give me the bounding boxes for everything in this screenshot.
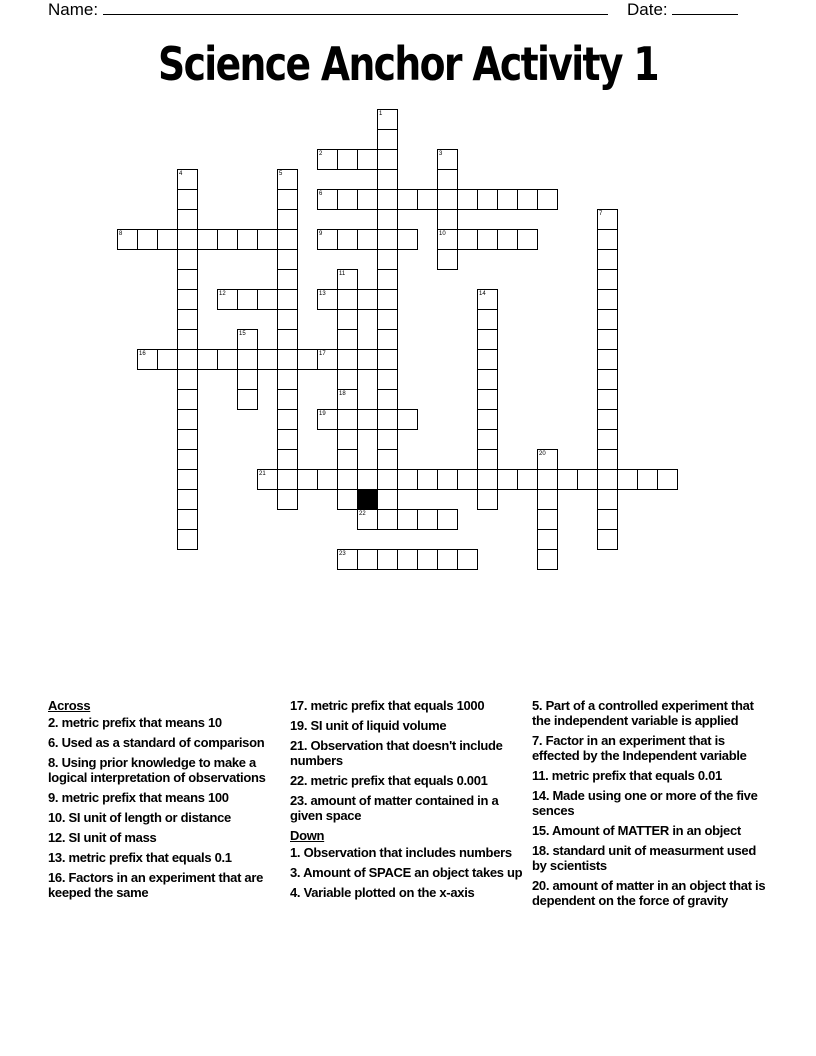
crossword-cell[interactable] — [317, 149, 338, 170]
crossword-cell[interactable] — [217, 289, 238, 310]
clue-number: 11 — [339, 271, 346, 277]
crossword-cell[interactable] — [397, 229, 418, 250]
crossword-cell[interactable] — [177, 409, 198, 430]
crossword-cell[interactable] — [397, 549, 418, 570]
crossword-cell[interactable] — [417, 189, 438, 210]
crossword-cell[interactable] — [437, 209, 458, 230]
crossword-cell[interactable] — [237, 389, 258, 410]
crossword-cell[interactable] — [337, 349, 358, 370]
black-cell — [357, 489, 378, 510]
clue-number: 19 — [319, 411, 326, 417]
crossword-cell[interactable] — [457, 229, 478, 250]
crossword-cell[interactable] — [377, 169, 398, 190]
crossword-cell[interactable] — [377, 189, 398, 210]
clue-item-text: standard unit of measurment used by scientists — [532, 843, 756, 873]
crossword-cell[interactable] — [337, 269, 358, 290]
crossword-cell[interactable] — [597, 489, 618, 510]
clue-item — [290, 698, 525, 713]
crossword-cell[interactable] — [177, 369, 198, 390]
crossword-cell[interactable] — [297, 469, 318, 490]
crossword-cell[interactable] — [617, 469, 638, 490]
crossword-cell[interactable] — [537, 469, 558, 490]
crossword-cell[interactable] — [537, 449, 558, 470]
clue-item-text: metric prefix that means 100 — [61, 790, 229, 805]
clue-item — [290, 885, 525, 900]
crossword-cell[interactable] — [397, 469, 418, 490]
crossword-cell[interactable] — [337, 149, 358, 170]
crossword-cell[interactable] — [377, 209, 398, 230]
crossword-cell[interactable] — [597, 329, 618, 350]
crossword-cell[interactable] — [437, 549, 458, 570]
crossword-cell[interactable] — [477, 489, 498, 510]
crossword-cell[interactable] — [437, 189, 458, 210]
crossword-cell[interactable] — [177, 469, 198, 490]
crossword-cell[interactable] — [277, 289, 298, 310]
clue-number: 13 — [319, 291, 326, 297]
crossword-cell[interactable] — [377, 149, 398, 170]
crossword-cell[interactable] — [157, 349, 178, 370]
crossword-cell[interactable] — [517, 189, 538, 210]
crossword-cell[interactable] — [477, 329, 498, 350]
crossword-cell[interactable] — [377, 449, 398, 470]
crossword-cell[interactable] — [317, 349, 338, 370]
clue-item — [48, 735, 283, 750]
crossword-cell[interactable] — [357, 289, 378, 310]
crossword-cell[interactable] — [317, 229, 338, 250]
clue-item — [532, 823, 772, 838]
crossword-cell[interactable] — [477, 309, 498, 330]
crossword-cell[interactable] — [397, 189, 418, 210]
clue-item — [48, 830, 283, 845]
clue-item — [532, 698, 772, 728]
clue-item-text: metric prefix that means 10 — [61, 715, 222, 730]
crossword-cell[interactable] — [277, 469, 298, 490]
crossword-cell[interactable] — [477, 229, 498, 250]
crossword-cell[interactable] — [237, 289, 258, 310]
crossword-cell[interactable] — [597, 229, 618, 250]
crossword-cell[interactable] — [377, 289, 398, 310]
clue-item-number: 14. — [532, 788, 553, 803]
crossword-cell[interactable] — [357, 549, 378, 570]
crossword-cell[interactable] — [337, 289, 358, 310]
crossword-cell[interactable] — [457, 189, 478, 210]
clue-item — [48, 790, 283, 805]
crossword-cell[interactable] — [597, 389, 618, 410]
crossword-cell[interactable] — [197, 229, 218, 250]
clue-item-text: Amount of SPACE an object takes up — [303, 865, 523, 880]
crossword-cell[interactable] — [277, 249, 298, 270]
crossword-cell[interactable] — [237, 349, 258, 370]
clue-item-number: 20. — [532, 878, 553, 893]
clue-number: 22 — [359, 511, 366, 517]
crossword-cell[interactable] — [377, 489, 398, 510]
clue-number: 16 — [139, 351, 146, 357]
clue-number: 3 — [439, 151, 443, 157]
crossword-cell[interactable] — [277, 489, 298, 510]
clue-item-text: SI unit of liquid volume — [310, 718, 447, 733]
crossword-cell[interactable] — [497, 229, 518, 250]
crossword-cell[interactable] — [437, 229, 458, 250]
crossword-cell[interactable] — [277, 369, 298, 390]
crossword-cell[interactable] — [357, 469, 378, 490]
clue-item-text: metric prefix that equals 0.01 — [551, 768, 722, 783]
crossword-cell[interactable] — [597, 309, 618, 330]
crossword-cell[interactable] — [337, 329, 358, 350]
crossword-cell[interactable] — [377, 409, 398, 430]
clue-item-text: Part of a controlled experiment that the independent variable is applied — [532, 698, 754, 728]
crossword-cell[interactable] — [377, 249, 398, 270]
crossword-cell[interactable] — [377, 369, 398, 390]
clue-number: 10 — [439, 231, 446, 237]
crossword-cell[interactable] — [177, 209, 198, 230]
clue-item-text: Variable plotted on the x-axis — [303, 885, 475, 900]
clue-number: 1 — [379, 111, 383, 117]
clue-item-text: metric prefix that equals 0.001 — [310, 773, 488, 788]
clue-item-number: 6. — [48, 735, 62, 750]
crossword-cell[interactable] — [477, 189, 498, 210]
crossword-cell[interactable] — [357, 189, 378, 210]
crossword-cell[interactable] — [177, 269, 198, 290]
crossword-cell[interactable] — [597, 509, 618, 530]
crossword-cell[interactable] — [437, 249, 458, 270]
crossword-cell[interactable] — [537, 189, 558, 210]
crossword-cell[interactable] — [257, 469, 278, 490]
crossword-cell[interactable] — [537, 529, 558, 550]
clue-item-text: metric prefix that equals 0.1 — [68, 850, 232, 865]
clue-number: 9 — [319, 231, 323, 237]
crossword-cell[interactable] — [377, 129, 398, 150]
crossword-cell[interactable] — [437, 169, 458, 190]
clue-item-number: 19. — [290, 718, 311, 733]
crossword-cell[interactable] — [177, 349, 198, 370]
clue-item-number: 4. — [290, 885, 304, 900]
crossword-cell[interactable] — [257, 349, 278, 370]
crossword-cell[interactable] — [597, 209, 618, 230]
crossword-cell[interactable] — [117, 229, 138, 250]
crossword-cell[interactable] — [377, 389, 398, 410]
clue-item — [48, 755, 283, 785]
clue-section-heading: Across — [48, 698, 91, 713]
clue-item — [48, 870, 283, 900]
clue-item-text: Observation that doesn't include numbers — [290, 738, 503, 768]
clue-item-text: SI unit of length or distance — [68, 810, 231, 825]
crossword-cell[interactable] — [277, 309, 298, 330]
clue-item-text: amount of matter contained in a given space — [290, 793, 499, 823]
clue-item-number: 21. — [290, 738, 311, 753]
crossword-cell[interactable] — [417, 509, 438, 530]
clue-number: 12 — [219, 291, 226, 297]
crossword-cell[interactable] — [197, 349, 218, 370]
clues-column-2 — [290, 698, 525, 905]
crossword-cell[interactable] — [357, 229, 378, 250]
clue-number: 18 — [339, 391, 346, 397]
crossword-cell[interactable] — [597, 289, 618, 310]
clues-column-1 — [48, 698, 283, 905]
clue-item-number: 1. — [290, 845, 304, 860]
clue-item-number: 12. — [48, 830, 69, 845]
crossword-cell[interactable] — [217, 349, 238, 370]
clue-number: 8 — [119, 231, 123, 237]
crossword-cell[interactable] — [537, 489, 558, 510]
clue-item — [48, 715, 283, 730]
crossword-cell[interactable] — [437, 509, 458, 530]
clue-item — [290, 738, 525, 768]
crossword-cell[interactable] — [477, 429, 498, 450]
crossword-cell[interactable] — [177, 329, 198, 350]
crossword-cell[interactable] — [657, 469, 678, 490]
crossword-cell[interactable] — [457, 469, 478, 490]
crossword-cell[interactable] — [377, 229, 398, 250]
crossword-cell[interactable] — [177, 389, 198, 410]
clue-item-number: 2. — [48, 715, 62, 730]
crossword-cell[interactable] — [597, 469, 618, 490]
crossword-cell[interactable] — [157, 229, 178, 250]
crossword-cell[interactable] — [457, 549, 478, 570]
clue-number: 5 — [279, 171, 283, 177]
crossword-cell[interactable] — [137, 349, 158, 370]
crossword-cell[interactable] — [397, 509, 418, 530]
crossword-cell[interactable] — [377, 469, 398, 490]
crossword-cell[interactable] — [317, 409, 338, 430]
crossword-cell[interactable] — [277, 329, 298, 350]
crossword-cell[interactable] — [317, 469, 338, 490]
clue-item-text: Factors in an experiment that are keeped the same — [48, 870, 264, 900]
crossword-cell[interactable] — [637, 469, 658, 490]
crossword-cell[interactable] — [517, 229, 538, 250]
crossword-cell[interactable] — [557, 469, 578, 490]
crossword-cell[interactable] — [257, 289, 278, 310]
crossword-cell[interactable] — [357, 509, 378, 530]
crossword-cell[interactable] — [277, 209, 298, 230]
crossword-cell[interactable] — [237, 329, 258, 350]
crossword-cell[interactable] — [397, 409, 418, 430]
crossword-cell[interactable] — [277, 449, 298, 470]
crossword-cell[interactable] — [337, 489, 358, 510]
clue-item-number: 10. — [48, 810, 69, 825]
clue-item — [532, 768, 772, 783]
clue-item-text: Factor in an experiment that is effected by the Independent variable — [532, 733, 747, 763]
crossword-cell[interactable] — [377, 269, 398, 290]
crossword-cell[interactable] — [497, 189, 518, 210]
clue-item — [532, 733, 772, 763]
crossword-cell[interactable] — [477, 409, 498, 430]
clue-number: 15 — [239, 331, 246, 337]
clue-item-text: Amount of MATTER in an object — [552, 823, 741, 838]
clue-item-number: 17. — [290, 698, 311, 713]
crossword-cell[interactable] — [597, 429, 618, 450]
crossword-cell[interactable] — [477, 469, 498, 490]
crossword-cell[interactable] — [377, 329, 398, 350]
crossword-cell[interactable] — [217, 229, 238, 250]
clue-item — [532, 878, 772, 908]
clue-item-number: 23. — [290, 793, 311, 808]
crossword-cell[interactable] — [477, 369, 498, 390]
clue-item-number: 18. — [532, 843, 553, 858]
crossword-cell[interactable] — [177, 249, 198, 270]
crossword-cell[interactable] — [377, 429, 398, 450]
crossword-cell[interactable] — [337, 229, 358, 250]
clue-section-heading: Down — [290, 828, 325, 843]
crossword-cell[interactable] — [177, 449, 198, 470]
crossword-cell[interactable] — [177, 229, 198, 250]
clue-number: 21 — [259, 471, 266, 477]
crossword-cell[interactable] — [297, 349, 318, 370]
clues-column-3 — [532, 698, 772, 913]
crossword-cell[interactable] — [337, 389, 358, 410]
clue-item-number: 9. — [48, 790, 62, 805]
clue-item — [48, 810, 283, 825]
clue-item — [290, 793, 525, 823]
crossword-cell[interactable] — [597, 349, 618, 370]
crossword-cell[interactable] — [177, 489, 198, 510]
clue-number: 23 — [339, 551, 346, 557]
crossword-cell[interactable] — [177, 509, 198, 530]
crossword-cell[interactable] — [537, 549, 558, 570]
crossword-cell[interactable] — [537, 509, 558, 530]
clue-item — [532, 843, 772, 873]
clue-item-number: 13. — [48, 850, 69, 865]
crossword-cell[interactable] — [257, 229, 278, 250]
crossword-cell[interactable] — [177, 169, 198, 190]
clue-item-number: 3. — [290, 865, 304, 880]
crossword-cell[interactable] — [337, 429, 358, 450]
crossword-cell[interactable] — [337, 369, 358, 390]
crossword-cell[interactable] — [437, 149, 458, 170]
crossword-cell[interactable] — [597, 269, 618, 290]
clue-item — [290, 865, 525, 880]
crossword-cell[interactable] — [277, 269, 298, 290]
crossword-cell[interactable] — [377, 349, 398, 370]
clue-item — [532, 788, 772, 818]
clue-number: 14 — [479, 291, 486, 297]
crossword-cell[interactable] — [357, 149, 378, 170]
crossword-cell[interactable] — [277, 169, 298, 190]
crossword-cell[interactable] — [577, 469, 598, 490]
crossword-cell[interactable] — [417, 549, 438, 570]
clue-item — [48, 850, 283, 865]
crossword-cell[interactable] — [277, 409, 298, 430]
crossword-cell[interactable] — [377, 509, 398, 530]
crossword-cell[interactable] — [237, 229, 258, 250]
clue-item-text: Used as a standard of comparison — [61, 735, 265, 750]
name-label: Name: — [48, 0, 99, 19]
crossword-cell[interactable] — [317, 189, 338, 210]
crossword-cell[interactable] — [177, 189, 198, 210]
crossword-cell[interactable] — [277, 429, 298, 450]
clue-item — [290, 773, 525, 788]
clue-item-number: 15. — [532, 823, 553, 838]
crossword-cell[interactable] — [177, 309, 198, 330]
clue-item-text: Observation that includes numbers — [303, 845, 512, 860]
crossword-cell[interactable] — [477, 449, 498, 470]
crossword-cell[interactable] — [237, 369, 258, 390]
crossword-cell[interactable] — [517, 469, 538, 490]
clue-item-number: 16. — [48, 870, 69, 885]
crossword-cell[interactable] — [477, 349, 498, 370]
clue-item-text: Using prior knowledge to make a logical interpretation of observations — [48, 755, 266, 785]
clue-number: 2 — [319, 151, 323, 157]
crossword-cell[interactable] — [137, 229, 158, 250]
clue-item-text: SI unit of mass — [68, 830, 157, 845]
crossword-cell[interactable] — [337, 409, 358, 430]
clue-number: 17 — [319, 351, 326, 357]
clue-item-text: Made using one or more of the five sences — [532, 788, 758, 818]
clue-number: 4 — [179, 171, 183, 177]
crossword-cell[interactable] — [177, 289, 198, 310]
clue-item-text: amount of matter in an object that is dependent on the force of gravity — [532, 878, 766, 908]
crossword-cell[interactable] — [357, 409, 378, 430]
crossword-cell[interactable] — [377, 309, 398, 330]
crossword-cell[interactable] — [597, 409, 618, 430]
crossword-cell[interactable] — [357, 349, 378, 370]
clue-item-number: 22. — [290, 773, 311, 788]
crossword-cell[interactable] — [277, 229, 298, 250]
crossword-cell[interactable] — [177, 429, 198, 450]
crossword-cell[interactable] — [337, 309, 358, 330]
crossword-cell[interactable] — [277, 189, 298, 210]
crossword-cell[interactable] — [437, 469, 458, 490]
crossword-cell[interactable] — [337, 449, 358, 470]
clue-number: 20 — [539, 451, 546, 457]
clue-item-number: 7. — [532, 733, 546, 748]
crossword-cell[interactable] — [477, 389, 498, 410]
clue-number: 7 — [599, 211, 603, 217]
crossword-cell[interactable] — [597, 449, 618, 470]
crossword-cell[interactable] — [277, 349, 298, 370]
page-title: Science Anchor Activity 1 — [158, 37, 658, 91]
crossword-cell[interactable] — [177, 529, 198, 550]
crossword-cell[interactable] — [417, 469, 438, 490]
crossword-cell[interactable] — [337, 469, 358, 490]
clue-item — [290, 718, 525, 733]
crossword-cell[interactable] — [317, 289, 338, 310]
clue-item-number: 5. — [532, 698, 546, 713]
crossword-cell[interactable] — [337, 189, 358, 210]
clue-item-text: metric prefix that equals 1000 — [310, 698, 485, 713]
crossword-cell[interactable] — [337, 549, 358, 570]
clue-item-number: 11. — [532, 768, 552, 783]
crossword-cell[interactable] — [377, 109, 398, 130]
crossword-cell[interactable] — [597, 369, 618, 390]
crossword-cell[interactable] — [477, 289, 498, 310]
clue-item — [290, 845, 525, 860]
clue-number: 6 — [319, 191, 323, 197]
crossword-cell[interactable] — [497, 469, 518, 490]
crossword-cell[interactable] — [377, 549, 398, 570]
clue-item-number: 8. — [48, 755, 62, 770]
crossword-cell[interactable] — [597, 529, 618, 550]
date-label: Date: — [627, 0, 668, 19]
crossword-cell[interactable] — [597, 249, 618, 270]
crossword-cell[interactable] — [277, 389, 298, 410]
